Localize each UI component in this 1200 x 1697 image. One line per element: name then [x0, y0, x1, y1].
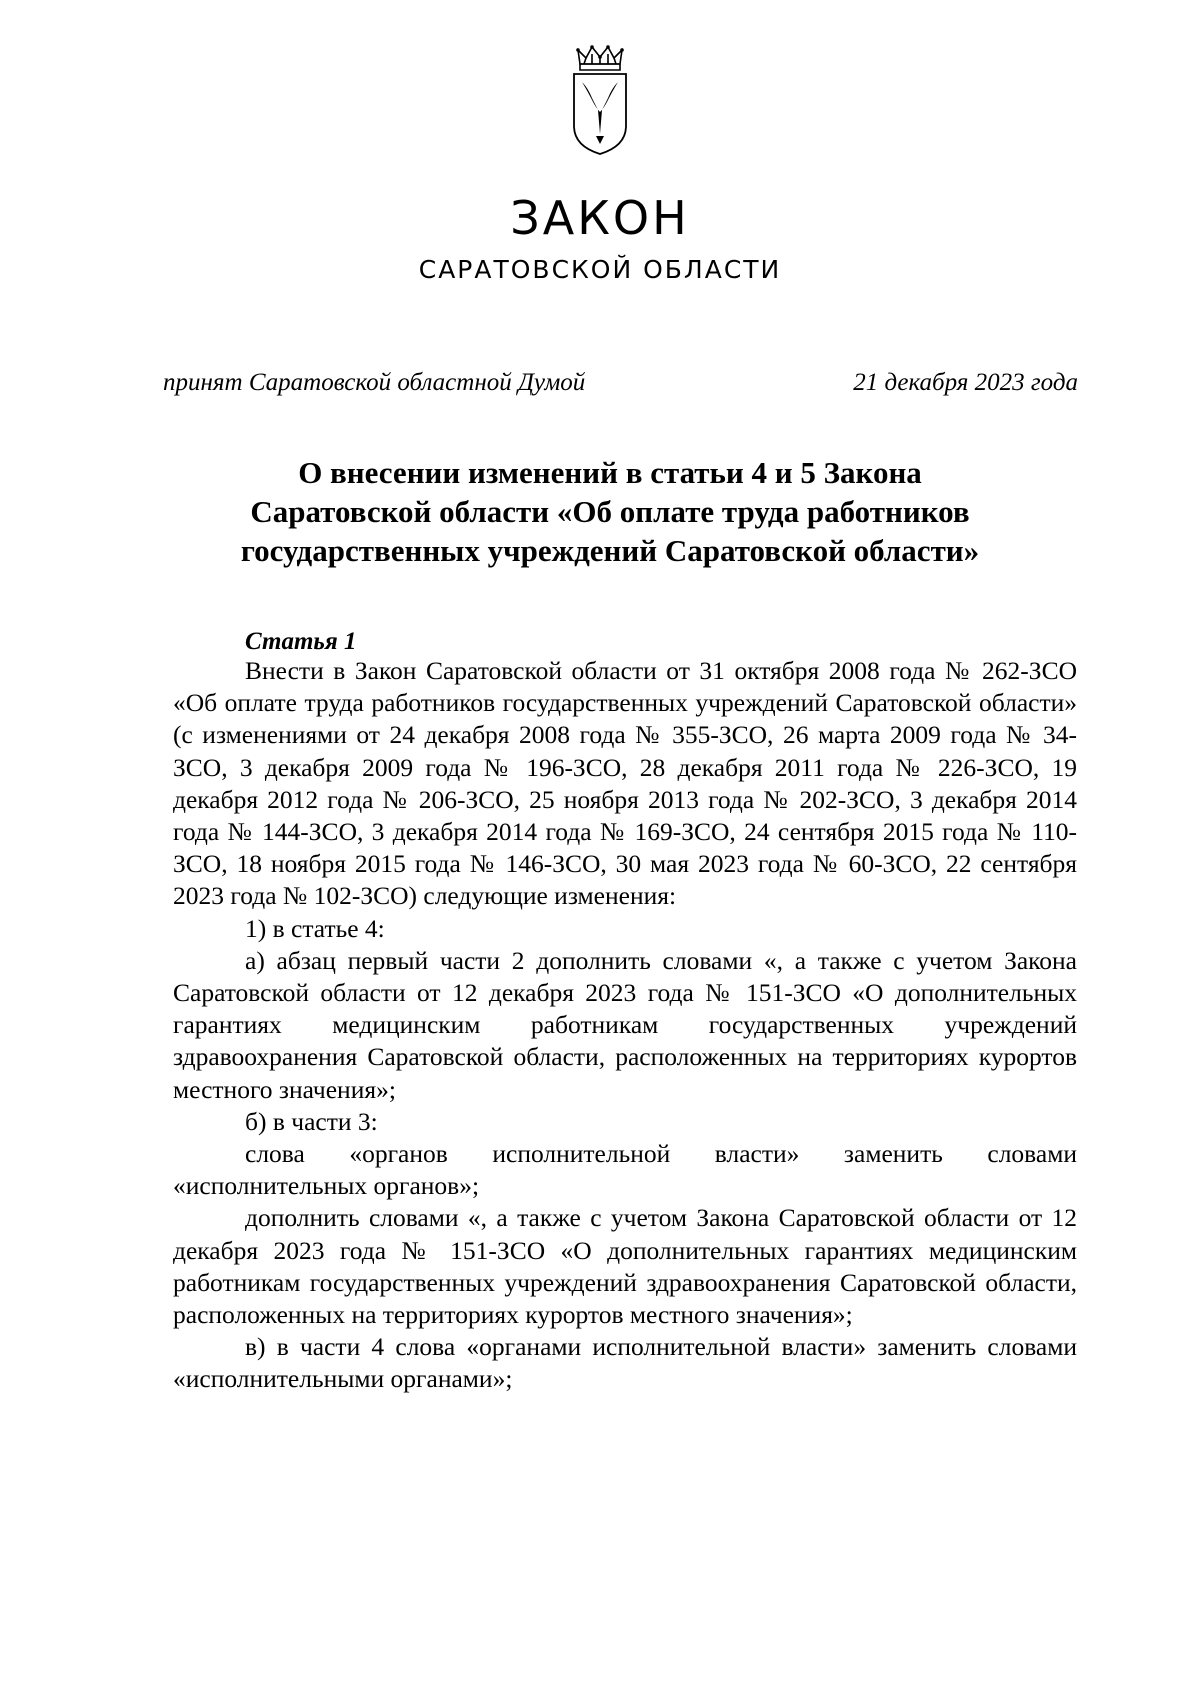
heading-line: государственных учреждений Саратовской области»	[240, 533, 980, 568]
paragraph: б) в части 3:	[245, 1106, 378, 1136]
heading-line: О внесении изменений в статьи 4 и 5 Закона	[298, 455, 922, 490]
article-body	[173, 655, 1077, 1396]
document-heading	[140, 453, 1080, 570]
adopted-by: принят Саратовской областной Думой	[163, 369, 586, 396]
paragraph: слова «органов исполнительной власти» заменить словами «исполнительных органов»;	[173, 1139, 1077, 1201]
paragraph: Внести в Закон Саратовской области от 31 октября 2008 года № 262-ЗСО «Об оплате труда работников государственных учреждений Саратовской области» (с изменениями от 24 декабря 2008 года № 355-ЗСО, 26 марта 2009 года № 34-ЗСО, 3 декабря 2009 года № 196-ЗСО, 28 декабря 2011 года № 226-ЗСО, 19 декабря 2012 года № 206-ЗСО, 25 ноября 2013 года № 202-ЗСО, 3 декабря 2014 года № 144-ЗСО, 3 декабря 2014 года № 169-ЗСО, 24 сентября 2015 года № 110-ЗСО, 18 ноября 2015 года № 146-ЗСО, 30 мая 2023 года № 60-ЗСО, 22 сентября 2023 года № 102-ЗСО) следующие изменения:	[173, 656, 1077, 911]
law-title: ЗАКОН	[510, 191, 690, 245]
paragraph: а) абзац первый части 2 дополнить словами «, а также с учетом Закона Саратовской области от 12 декабря 2023 года № 151-ЗСО «О дополнительных гарантиях медицинским работникам государственных учреждений здравоохранения Саратовской области, расположенных на территориях курортов местного значения»;	[173, 945, 1077, 1104]
paragraph: 1) в статье 4:	[245, 913, 385, 943]
paragraph: в) в части 4 слова «органами исполнительной власти» заменить словами «исполнительными органами»;	[173, 1332, 1077, 1394]
adoption-date: 21 декабря 2023 года	[853, 369, 1078, 396]
heading-line: Саратовской области «Об оплате труда работников	[250, 494, 970, 529]
paragraph: дополнить словами «, а также с учетом Закона Саратовской области от 12 декабря 2023 года № 151-ЗСО «О дополнительных гарантиях медицинским работникам государственных учреждений здравоохранения Саратовской области, расположенных на территориях курортов местного значения»;	[173, 1203, 1077, 1330]
coat-of-arms-icon	[568, 44, 632, 156]
law-subtitle: САРАТОВСКОЙ ОБЛАСТИ	[418, 255, 782, 284]
article-title: Статья 1	[245, 628, 357, 655]
